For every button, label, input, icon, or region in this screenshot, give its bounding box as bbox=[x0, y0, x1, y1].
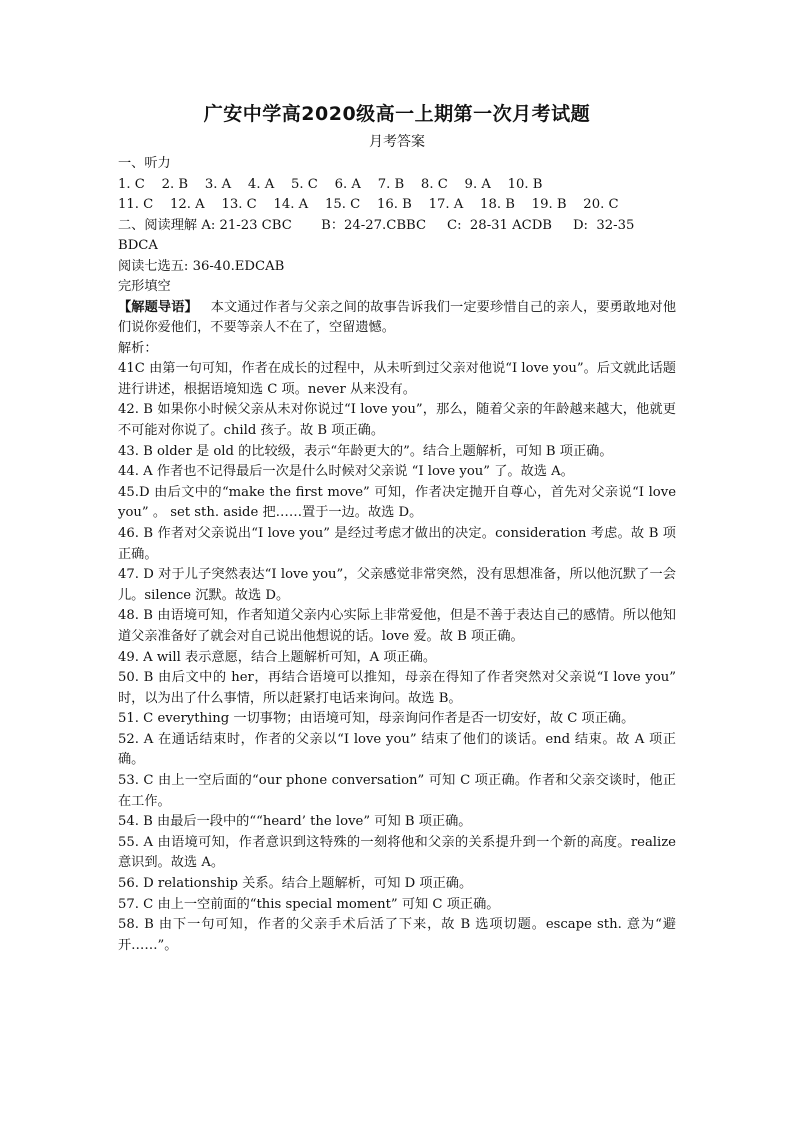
analysis-item-53: 53. C 由上一空后面的“our phone conversation” 可知 C 项正确。作者和父亲交谈时，他正在工作。 bbox=[118, 773, 676, 809]
guide-label: 【解题导语】 bbox=[118, 299, 198, 315]
analysis-item-46: 46. B 作者对父亲说出“I love you” 是经过考虑才做出的决定。consideration 考虑。故 B 项正确。 bbox=[118, 525, 676, 562]
analysis-item-48: 48. B 由语境可知，作者知道父亲内心实际上非常爱他，但是不善于表达自己的感情。所以他知道父亲准备好了就会对自己说出他想说的话。love 爱。故 B 项正确。 bbox=[118, 608, 676, 644]
listening-answers-row-1: 1. C 2. B 3. A 4. A 5. C 6. A 7. B 8. C 9. A 10. B bbox=[118, 176, 543, 192]
analysis-item-57: 57. C 由上一空前面的“this special moment” 可知 C 项正确。 bbox=[118, 896, 500, 912]
listening-answers-row-2: 11. C 12. A 13. C 14. A 15. C 16. B 17. A 18. B 19. B 20. C bbox=[118, 197, 619, 212]
analysis-item-50: 50. B 由后文中的 her，再结合语境可以推知，母亲在得知了作者突然对父亲说“I love you” 时，以为出了什么事情，所以赶紧打电话来询问。故选 B。 bbox=[118, 670, 676, 706]
guide-text: 本文通过作者与父亲之间的故事告诉我们一定要珍惜自己的亲人，要勇敢地对他们说你爱他们，不要等亲人不在了，空留遗憾。 bbox=[118, 299, 677, 336]
analysis-item-45: 45.D 由后文中的“make the first move” 可知，作者决定抛开自尊心，首先对父亲说“I love you” 。 set sth. aside 把……置于一边。故选 D。 bbox=[118, 484, 676, 521]
analysis-item-44: 44. A 作者也不记得最后一次是什么时候对父亲说 “I love you” 了。故选 A。 bbox=[118, 464, 574, 480]
analysis-item-49: 49. A will 表示意愿，结合上题解析可知，A 项正确。 bbox=[118, 649, 437, 665]
analysis-item-56: 56. D relationship 关系。结合上题解析，可知 D 项正确。 bbox=[118, 876, 473, 892]
reading-answers-line-2: BDCA bbox=[118, 238, 158, 253]
cloze-heading: 完形填空 bbox=[118, 279, 171, 294]
analysis-item-52: 52. A 在通话结束时，作者的父亲以“I love you” 结束了他们的谈话。end 结束。故 A 项正确。 bbox=[118, 731, 676, 768]
analysis-item-42: 42. B 如果你小时候父亲从未对你说过“I love you”，那么，随着父亲的年龄越来越大，他就更不可能对你说了。child 孩子。故 B 项正确。 bbox=[118, 402, 676, 438]
seven-choose-five-answers: 阅读七选五: 36-40.EDCAB bbox=[118, 258, 285, 274]
answer-sheet-page bbox=[118, 100, 676, 956]
analysis-item-55: 55. A 由语境可知，作者意识到这特殊的一刻将他和父亲的关系提升到一个新的高度。realize 意识到。故选 A。 bbox=[118, 834, 676, 871]
analysis-item-51: 51. C everything 一切事物；由语境可知，母亲询问作者是否一切安好，故 C 项正确。 bbox=[118, 711, 635, 727]
analysis-item-41: 41C 由第一句可知，作者在成长的过程中，从未听到过父亲对他说“I love you”。后文就此话题进行讲述，根据语境知选 C 项。never 从来没有。 bbox=[118, 361, 676, 397]
analysis-item-47: 47. D 对于儿子突然表达“I love you”，父亲感觉非常突然，没有思想准备，所以他沉默了一会儿。silence 沉默。故选 D。 bbox=[118, 567, 676, 603]
analysis-item-58: 58. B 由下一句可知，作者的父亲手术后活了下来，故 B 选项切题。escape sth. 意为“避开……”。 bbox=[118, 917, 676, 953]
cloze-guide bbox=[118, 298, 676, 339]
analysis-item-54: 54. B 由最后一段中的““heard’ the love” 可知 B 项正确。 bbox=[118, 814, 472, 830]
page-subtitle: 月考答案 bbox=[369, 134, 425, 150]
page-title: 广安中学高2020级高一上期第一次月考试题 bbox=[203, 103, 591, 125]
analysis-item-43: 43. B older 是 old 的比较级，表示“年龄更大的”。结合上题解析，可知 B 项正确。 bbox=[118, 443, 613, 459]
analysis-list bbox=[118, 359, 676, 956]
analysis-label: 解析： bbox=[118, 340, 158, 356]
listening-heading: 一、听力 bbox=[118, 156, 171, 171]
reading-answers-line-1: 二、阅读理解 A: 21-23 CBC B：24-27.CBBC C: 28-31 ACDB D: 32-35 bbox=[118, 217, 635, 233]
